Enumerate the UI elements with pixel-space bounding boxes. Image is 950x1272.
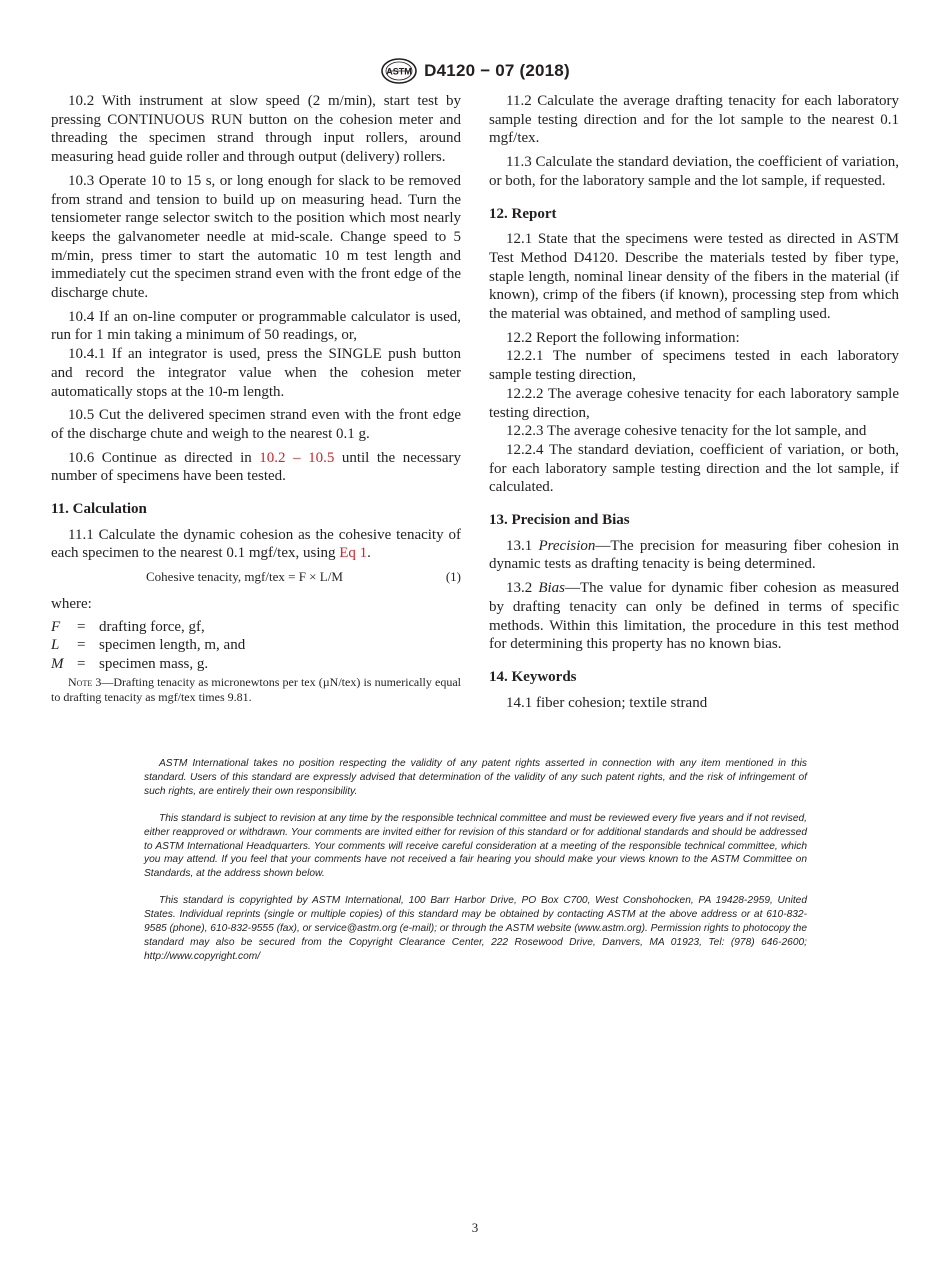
note-text: —Drafting tenacity as micronewtons per tex (µN/tex) is numerically equal to drafting tenacity as mgf/tex times 9.81. <box>51 675 462 704</box>
section-11-1-text-end: . <box>367 545 371 562</box>
note-3 <box>51 675 461 704</box>
variable-description: specimen length, m, and <box>99 637 246 654</box>
section-10-6 <box>51 449 461 486</box>
section-14-1: 14.1 fiber cohesion; textile strand <box>506 694 708 711</box>
variable-equals: = <box>77 637 86 654</box>
section-11-1 <box>51 526 461 563</box>
section-12-2-4: 12.2.4 The standard deviation, coefficient of variation, or both, for each laboratory sample testing direction and the lot sample, if calculated. <box>489 441 899 496</box>
section-13-1 <box>489 537 899 574</box>
variable-row <box>51 655 461 674</box>
variable-symbol: F <box>51 618 61 635</box>
right-column <box>489 92 899 717</box>
section-13-1-text: —The precision for measuring fiber cohesion in dynamic tests as drafting tenacity is being determined. <box>489 537 899 573</box>
variable-row <box>51 636 461 655</box>
variable-equals: = <box>77 655 86 672</box>
section-13-1-number: 13.1 <box>506 537 539 554</box>
heading-calculation: 11. Calculation <box>51 501 147 518</box>
where-label: where: <box>51 595 92 612</box>
section-10-4: 10.4 If an on-line computer or programmable calculator is used, run for 1 min taking a minimum of 50 readings, or, <box>51 308 461 344</box>
section-12-2-3: 12.2.3 The average cohesive tenacity for the lot sample, and <box>506 423 867 440</box>
equation-number: (1) <box>445 569 461 585</box>
heading-report: 12. Report <box>489 205 557 222</box>
section-10-2: 10.2 With instrument at slow speed (2 m/min), start test by pressing CONTINUOUS RUN button on the cohesion meter and threading the specimen strand through input rollers, around measuring head guide roller and through output (delivery) rollers. <box>51 93 461 166</box>
section-13-2-number: 13.2 <box>506 580 539 597</box>
variable-symbol: L <box>51 637 60 654</box>
bias-term: Bias <box>538 580 565 597</box>
revision-notice: This standard is subject to revision at any time by the responsible technical committee and must be reviewed every five years and if not revised, either reapproved or withdrawn. Your comments are invited either for revision of this standard or for additional standards and should be addressed to ASTM International Headquarters. Your comments will receive careful consideration at a meeting of the responsible technical committee, which you may attend. If you feel that your comments have not received a fair hearing you should make your views known to the ASTM Committee on Standards, at the address shown below. <box>144 812 807 880</box>
section-11-3: 11.3 Calculate the standard deviation, the coefficient of variation, or both, for the laboratory sample and the lot sample, if requested. <box>489 154 899 189</box>
document-designation: D4120 − 07 (2018) <box>424 61 570 80</box>
patent-notice: ASTM International takes no position respecting the validity of any patent rights asserted in connection with any item mentioned in this standard. Users of this standard are expressly advised that determination of the validity of any such patent rights, and the risk of infringement of such rights, are entirely their own responsibility. <box>144 758 807 797</box>
left-column <box>51 92 461 704</box>
astm-logo-text: ASTM <box>386 66 412 77</box>
legal-footer <box>144 757 807 977</box>
page-header <box>0 56 950 86</box>
heading-keywords: 14. Keywords <box>489 668 577 685</box>
section-range-link[interactable]: 10.2 – 10.5 <box>259 449 335 466</box>
section-12-2: 12.2 Report the following information: <box>506 329 740 346</box>
astm-logo-icon <box>380 57 418 85</box>
variable-description: specimen mass, g. <box>99 655 209 672</box>
section-10-3: 10.3 Operate 10 to 15 s, or long enough for slack to be removed from strand and tension to build up on measuring head. Turn the tensiometer range selector switch to the position which most nearly keeps the galvanometer needle at mid-scale. Change speed to 5 m/min, press timer to start the automatic 10 m test length and immediately cut the specimen strand even with the front edge of the discharge chute. <box>51 172 461 302</box>
variable-symbol: M <box>51 655 64 672</box>
page-number: 3 <box>471 1220 479 1235</box>
section-10-6-text-end: until the necessary number of specimens have been tested. <box>51 449 461 485</box>
note-label: Note 3 <box>68 675 102 690</box>
section-12-1: 12.1 State that the specimens were tested as directed in ASTM Test Method D4120. Describe the materials tested by fiber type, staple length, nominal linear density of the fibers in the material (if known), crimp of the fibers (if known), processing step from which the material was obtained, and method of sampling used. <box>489 231 899 323</box>
variable-equals: = <box>77 618 86 635</box>
section-11-1-text-start: 11.1 Calculate the dynamic cohesion as the cohesive tenacity of each specimen to the nearest 0.1 mgf/tex, using <box>51 526 461 562</box>
variable-description: drafting force, gf, <box>99 618 205 635</box>
equation-body: Cohesive tenacity, mgf/tex = F × L/M <box>146 569 343 585</box>
copyright-notice: This standard is copyrighted by ASTM International, 100 Barr Harbor Drive, PO Box C700, West Conshohocken, PA 19428-2959, United States. Individual reprints (single or multiple copies) of this standard may be obtained by contacting ASTM at the above address or at 610-832-9585 (phone), 610-832-9555 (fax), or service@astm.org (e-mail); or through the ASTM website (www.astm.org). Permission rights to photocopy the standard may also be secured from the Copyright Clearance Center, 222 Rosewood Drive, Danvers, MA 01923, Tel: (978) 646-2600; http://www.copyright.com/ <box>144 895 807 962</box>
section-13-2 <box>489 579 899 654</box>
section-12-2-1: 12.2.1 The number of specimens tested in each laboratory sample testing direction, <box>489 348 899 384</box>
section-13-2-text: —The value for dynamic fiber cohesion as measured by drafting tenacity can only be defined in terms of specific methods. Within this limitation, the procedure in this test method for determining this property has no known bias. <box>489 580 899 653</box>
section-10-4-1: 10.4.1 If an integrator is used, press the SINGLE push button and record the integrator value when the cohesion meter automatically stops at the 10-m length. <box>51 346 461 400</box>
section-10-5: 10.5 Cut the delivered specimen strand even with the front edge of the discharge chute and weigh to the nearest 0.1 g. <box>51 407 461 442</box>
heading-precision-and-bias: 13. Precision and Bias <box>489 512 630 529</box>
section-10-6-text-start: 10.6 Continue as directed in <box>68 449 260 466</box>
section-12-2-2: 12.2.2 The average cohesive tenacity for each laboratory sample testing direction, <box>489 385 899 421</box>
precision-term: Precision <box>538 537 596 554</box>
equation-1-link[interactable]: Eq 1 <box>339 545 368 562</box>
section-11-2: 11.2 Calculate the average drafting tenacity for each laboratory sample testing direction and for the lot sample to the nearest 0.1 mgf/tex. <box>489 93 899 147</box>
equation-1 <box>51 568 461 587</box>
variable-row <box>51 618 461 637</box>
